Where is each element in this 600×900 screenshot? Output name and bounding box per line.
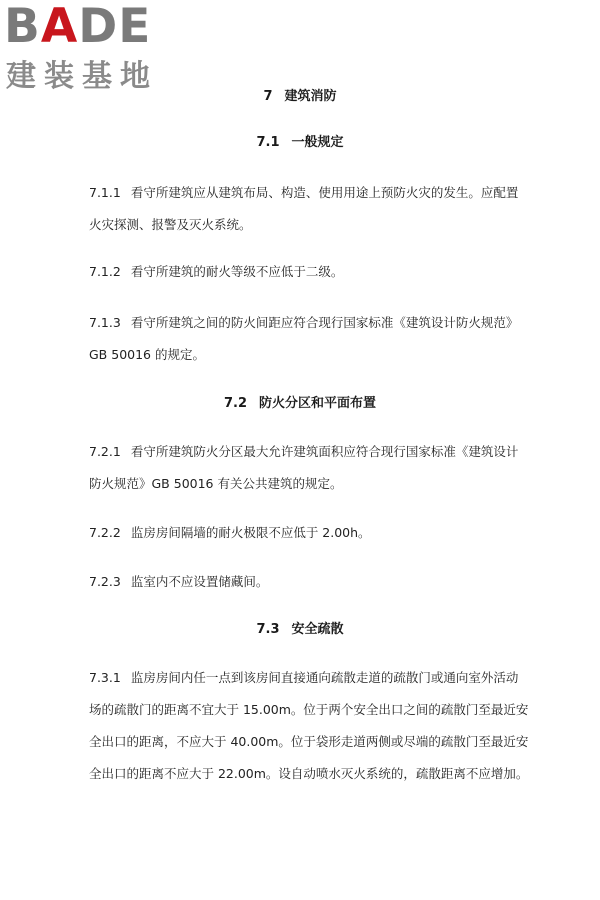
section-heading — [0, 135, 600, 151]
clause-text: 看守所建筑应从建筑布局、构造、使用用途上预防火灾的发生。应配置火灾探测、报警及灭火系统。 — [89, 185, 519, 232]
clause-number: 7.1.3 — [89, 315, 121, 330]
section-title: 安全疏散 — [291, 622, 344, 637]
section-title: 防火分区和平面布置 — [259, 396, 377, 411]
clause-text: 看守所建筑之间的防火间距应符合现行国家标准《建筑设计防火规范》GB 50016 的规定。 — [89, 315, 519, 362]
section-number: 7.1 — [256, 135, 280, 150]
clause-paragraph — [89, 256, 529, 288]
clause-number: 7.2.3 — [89, 574, 121, 589]
clause-paragraph — [89, 662, 529, 790]
clause-number: 7.2.1 — [89, 444, 121, 459]
logo-letters-de: DE — [78, 0, 152, 54]
chapter-number: 7 — [263, 89, 273, 104]
logo-letter-a: A — [40, 0, 79, 54]
chapter-title: 建筑消防 — [284, 89, 337, 104]
clause-paragraph — [89, 517, 529, 549]
section-heading — [0, 396, 600, 412]
logo-wordmark — [4, 2, 151, 52]
section-number: 7.2 — [223, 396, 247, 411]
clause-text: 监房房间隔墙的耐火极限不应低于 2.00h。 — [130, 525, 371, 540]
clause-number: 7.1.1 — [89, 185, 121, 200]
section-title: 一般规定 — [291, 135, 344, 150]
clause-paragraph — [89, 436, 529, 500]
section-number: 7.3 — [256, 622, 280, 637]
logo-letter-b: B — [4, 0, 41, 54]
section-heading — [0, 622, 600, 638]
clause-text: 监室内不应设置储藏间。 — [130, 574, 269, 589]
clause-text: 监房房间内任一点到该房间直接通向疏散走道的疏散门或通向室外活动场的疏散门的距离不宜大于 15.00m。位于两个安全出口之间的疏散门至最近安全出口的距离，不应大于 40.00m。位于袋形走道两侧或尽端的疏散门至最近安全出口的距离不应大于 22.00m。设自动喷水灭火系统的，疏散距离不应增加。 — [89, 670, 529, 781]
clause-paragraph — [89, 307, 529, 371]
clause-number: 7.3.1 — [89, 670, 121, 685]
clause-paragraph — [89, 566, 529, 598]
clause-paragraph — [89, 177, 529, 241]
clause-number: 7.1.2 — [89, 264, 121, 279]
logo-subtitle: 建装基地 — [6, 59, 158, 94]
clause-text: 看守所建筑的耐火等级不应低于二级。 — [130, 264, 344, 279]
chapter-heading — [0, 89, 600, 105]
clause-text: 看守所建筑防火分区最大允许建筑面积应符合现行国家标准《建筑设计防火规范》GB 50016 有关公共建筑的规定。 — [89, 444, 519, 491]
brand-logo — [4, 2, 176, 98]
clause-number: 7.2.2 — [89, 525, 121, 540]
